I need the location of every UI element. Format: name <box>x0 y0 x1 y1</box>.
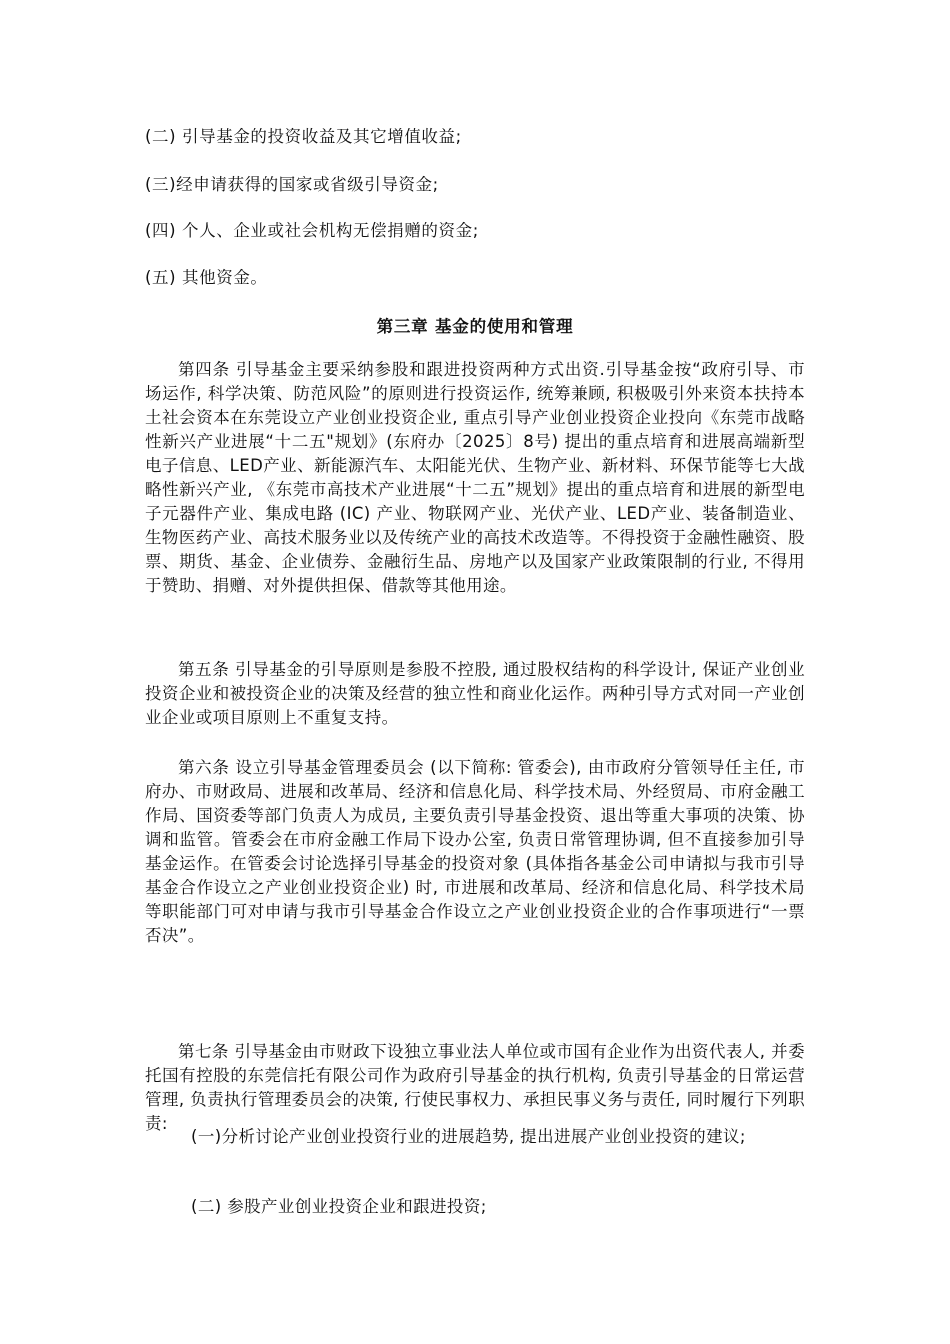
article-5: 第五条 引导基金的引导原则是参股不控股, 通过股权结构的科学设计, 保证产业创业投资企业和被投资企业的决策及经营的独立性和商业化运作。两种引导方式对同一产业创业企业或项目原则上不重复支持。 <box>145 660 805 727</box>
duty-item-1: (一)分析讨论产业创业投资行业的进展趋势, 提出进展产业创业投资的建议; <box>191 1127 746 1146</box>
duty-item-2: (二) 参股产业创业投资企业和跟进投资; <box>191 1197 487 1216</box>
fund-source-item-5: (五) 其他资金。 <box>145 268 268 287</box>
article-6: 第六条 设立引导基金管理委员会 (以下简称: 管委会), 由市政府分管领导任主任, 市府办、市财政局、进展和改革局、经济和信息化局、科学技术局、外经贸局、市府金融工作局、国资委等部门负责人为成员, 主要负责引导基金投资、退出等重大事项的决策、协调和监管。管委会在市府金融工作局下设办公室, 负责日常管理协调, 但不直接参加引导基金运作。在管委会讨论选择引导基金的投资对象 (具体指各基金公司申请拟与我市引导基金合作设立之产业创业投资企业) 时, 市进展和改革局、经济和信息化局、科学技术局等职能部门可对申请与我市引导基金合作设立之产业创业投资企业的合作事项进行“一票否决”。 <box>145 758 805 945</box>
chapter-heading: 第三章 基金的使用和管理 <box>376 317 574 336</box>
fund-source-item-3: (三)经申请获得的国家或省级引导资金; <box>145 175 439 194</box>
fund-source-item-4: (四) 个人、企业或社会机构无偿捐赠的资金; <box>145 221 479 240</box>
fund-source-item-2: (二) 引导基金的投资收益及其它增值收益; <box>145 127 462 146</box>
article-7: 第七条 引导基金由市财政下设独立事业法人单位或市国有企业作为出资代表人, 并委托国有控股的东莞信托有限公司作为政府引导基金的执行机构, 负责引导基金的日常运营管理, 负责执行管理委员会的决策, 行使民事权力、承担民事义务与责任, 同时履行下列职责: <box>145 1042 805 1133</box>
article-4: 第四条 引导基金主要采纳参股和跟进投资两种方式出资.引导基金按“政府引导、市场运作, 科学决策、防范风险”的原则进行投资运作, 统筹兼顾, 积极吸引外来资本扶持本土社会资本在东莞设立产业创业投资企业, 重点引导产业创业投资企业投向《东莞市战略性新兴产业进展“十二五"规划》(东府办〔2025〕8号) 提出的重点培育和进展高端新型电子信息、LED产业、新能源汽车、太阳能光伏、生物产业、新材料、环保节能等七大战略性新兴产业, 《东莞市高技术产业进展“十二五”规划》提出的重点培育和进展的新型电子元器件产业、集成电路 (IC) 产业、物联网产业、光伏产业、LED产业、装备制造业、生物医药产业、高技术服务业以及传统产业的高技术改造等。不得投资于金融性融资、股票、期货、基金、企业债券、金融衍生品、房地产以及国家产业政策限制的行业, 不得用于赞助、捐赠、对外提供担保、借款等其他用途。 <box>145 360 805 595</box>
